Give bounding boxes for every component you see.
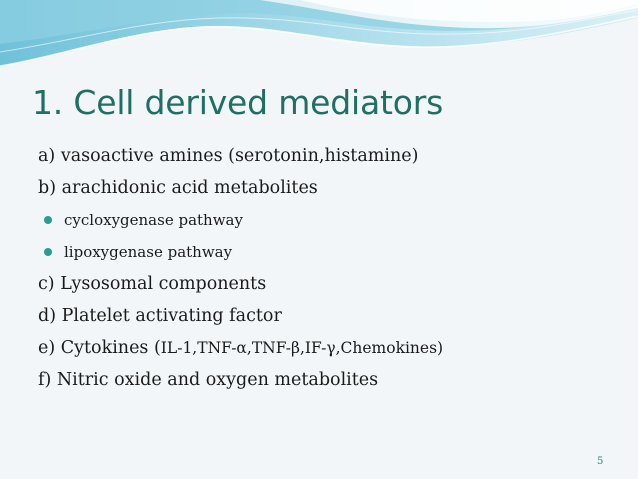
list-item-prefix: e) Cytokines (: [38, 338, 161, 358]
list-item: [38, 332, 618, 364]
page-number: 5: [597, 456, 604, 467]
bullet-icon: [44, 216, 52, 224]
list-item: f) Nitric oxide and oxygen metabolites: [38, 370, 379, 390]
mediator-list: [38, 140, 618, 396]
list-item: a) vasoactive amines (serotonin,histamine): [38, 146, 419, 166]
sub-list-item: [38, 236, 618, 268]
header-wave-banner: [0, 0, 638, 80]
sub-list-item-label: cycloxygenase pathway: [64, 211, 243, 229]
list-item: c) Lysosomal components: [38, 274, 267, 294]
sub-list-item-label: lipoxygenase pathway: [64, 243, 233, 261]
list-item: d) Platelet activating factor: [38, 306, 282, 326]
list-item-detail: IL-1,TNF-α,TNF-β,IF-γ,Chemokines): [160, 339, 444, 357]
bullet-icon: [44, 248, 52, 256]
slide-title: 1. Cell derived mediators: [32, 83, 444, 122]
list-item: b) arachidonic acid metabolites: [38, 178, 318, 198]
sub-list-item: [38, 204, 618, 236]
